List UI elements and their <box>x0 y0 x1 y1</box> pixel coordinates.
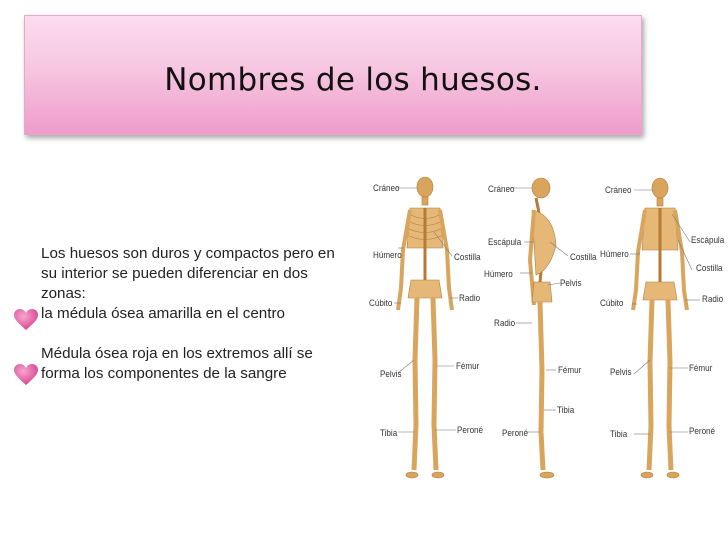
label-craneo: Cráneo <box>488 184 515 195</box>
label-costilla: Costilla <box>696 263 723 274</box>
label-cubito: Cúbito <box>600 298 624 309</box>
label-escapula: Escápula <box>488 237 522 248</box>
paragraph-intro: Los huesos son duros y compactos pero en su interior se pueden diferenciar en dos zonas: <box>41 245 335 302</box>
label-craneo: Cráneo <box>373 183 400 194</box>
heart-icon <box>13 308 39 332</box>
title-box <box>24 15 642 135</box>
skeleton-front-drawing <box>368 170 488 500</box>
label-humero: Húmero <box>600 249 629 260</box>
label-femur: Fémur <box>456 361 480 372</box>
label-pelvis: Pelvis <box>610 367 632 378</box>
label-perone: Peroné <box>689 426 716 437</box>
paragraph-red-marrow: Médula ósea roja en los extremos allí se forma los componentes de la sangre <box>41 345 313 382</box>
label-humero: Húmero <box>484 269 513 280</box>
label-cubito: Cúbito <box>369 298 393 309</box>
label-pelvis: Pelvis <box>380 369 402 380</box>
label-tibia: Tibia <box>610 429 628 440</box>
label-perone: Peroné <box>502 428 529 439</box>
label-femur: Fémur <box>689 363 713 374</box>
skeleton-side-figure <box>484 170 604 500</box>
skeleton-side-drawing <box>484 170 604 500</box>
label-costilla: Costilla <box>570 252 597 263</box>
label-escapula: Escápula <box>691 235 725 246</box>
heart-icon <box>13 363 39 387</box>
label-pelvis: Pelvis <box>560 278 582 289</box>
label-tibia: Tibia <box>557 405 575 416</box>
label-perone: Peroné <box>457 425 484 436</box>
label-craneo: Cráneo <box>605 185 632 196</box>
label-radio: Radio <box>494 318 516 329</box>
slide-title: Nombres de los huesos. <box>164 62 542 98</box>
label-radio: Radio <box>459 293 481 304</box>
label-radio: Radio <box>702 294 724 305</box>
skeleton-back-figure <box>600 170 728 500</box>
body-text <box>41 244 351 384</box>
label-tibia: Tibia <box>380 428 398 439</box>
skeleton-front-figure <box>368 170 488 500</box>
label-femur: Fémur <box>558 365 582 376</box>
label-costilla: Costilla <box>454 252 481 263</box>
skeleton-back-drawing <box>600 170 728 500</box>
label-humero: Húmero <box>373 250 402 261</box>
paragraph-yellow-marrow: la médula ósea amarilla en el centro <box>41 305 285 322</box>
